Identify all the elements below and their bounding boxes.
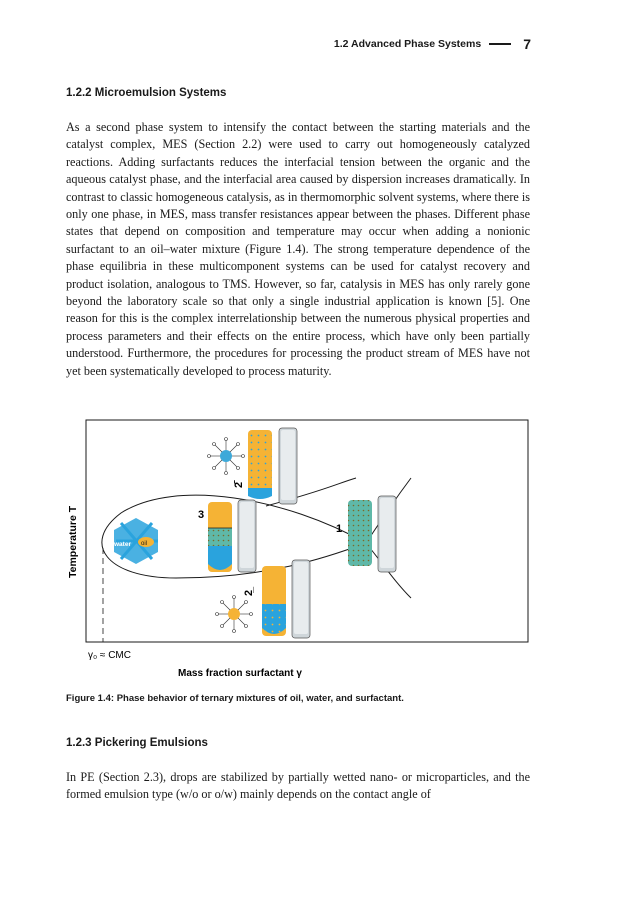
tube-upper-two-phase <box>248 428 297 504</box>
running-head-rule <box>489 43 511 45</box>
y-axis-label: Temperature T <box>67 505 79 578</box>
tube-one-phase <box>348 496 396 572</box>
region-label-1: 1 <box>336 523 343 535</box>
figure-caption <box>66 693 404 704</box>
region-label-2-bar: 2̄ <box>233 481 245 488</box>
caption-prefix: Figure 1.4: <box>66 693 115 704</box>
cmc-label: γ₀ ≈ CMC <box>88 650 131 661</box>
running-head <box>334 36 531 52</box>
tube-three-phase <box>208 500 256 572</box>
bicontinuous-icon <box>113 518 158 564</box>
body-paragraph-pickering: In PE (Section 2.3), drops are stabilized by partially wetted nano- or microparticles, and the formed emulsion type (w/o or o/w) mainly depends on the contact angle of <box>66 770 530 802</box>
water-label: water <box>114 541 131 548</box>
tube-lower-two-phase <box>262 560 310 638</box>
caption-text: Phase behavior of ternary mixtures of oil, water, and surfactant. <box>116 693 404 704</box>
phase-diagram <box>66 418 536 682</box>
page-number: 7 <box>523 36 531 52</box>
oil-label: oil <box>141 541 148 547</box>
section-heading-microemulsion: 1.2.2 Microemulsion Systems <box>66 87 227 99</box>
body-paragraph-microemulsion: As a second phase system to intensify the contact between the starting materials and the catalyst complex, MES (Section 2.2) were used to carry out homogeneously catalyzed reactions. Adding surfactants reduces the interfacial tension between the organic and the aqueous catalyst phase, and the interfacial area caused by dispersion increases dramatically. In contrast to classic homogeneous catalysis, as in thermomorphic solvent systems, where there is only one phase, in MES, mass transfer resistances appear between the phases. Different phase states that depend on composition and temperature may occur when adding a nonionic surfactant to an oil–water mixture (Figure 1.4). The strong temperature dependence of the phase equilibria in these multicomponent systems can be used for catalyst recovery and product isolation, analogous to TMS. However, so far, catalysis in MES has only rarely gone beyond the laboratory scale so that only a single industrial application is known [5]. One reason for this is the complex interrelationship between the numerous physical properties and process parameters and their effects on the entire process, which have only been partially understood. Furthermore, the procedures for processing the product stream of MES have not yet been systematically developed to process maturity. <box>66 120 530 378</box>
region-label-2-underbar: 2̲ <box>243 589 255 596</box>
figure-phase-behavior <box>66 418 536 682</box>
micelle-icon-lower <box>216 596 253 633</box>
region-label-3: 3 <box>198 509 205 521</box>
micelle-icon-upper <box>208 438 245 475</box>
section-heading-pickering: 1.2.3 Pickering Emulsions <box>66 737 208 749</box>
x-axis-label: Mass fraction surfactant γ <box>178 668 302 679</box>
running-head-section: 1.2 Advanced Phase Systems <box>333 38 482 50</box>
